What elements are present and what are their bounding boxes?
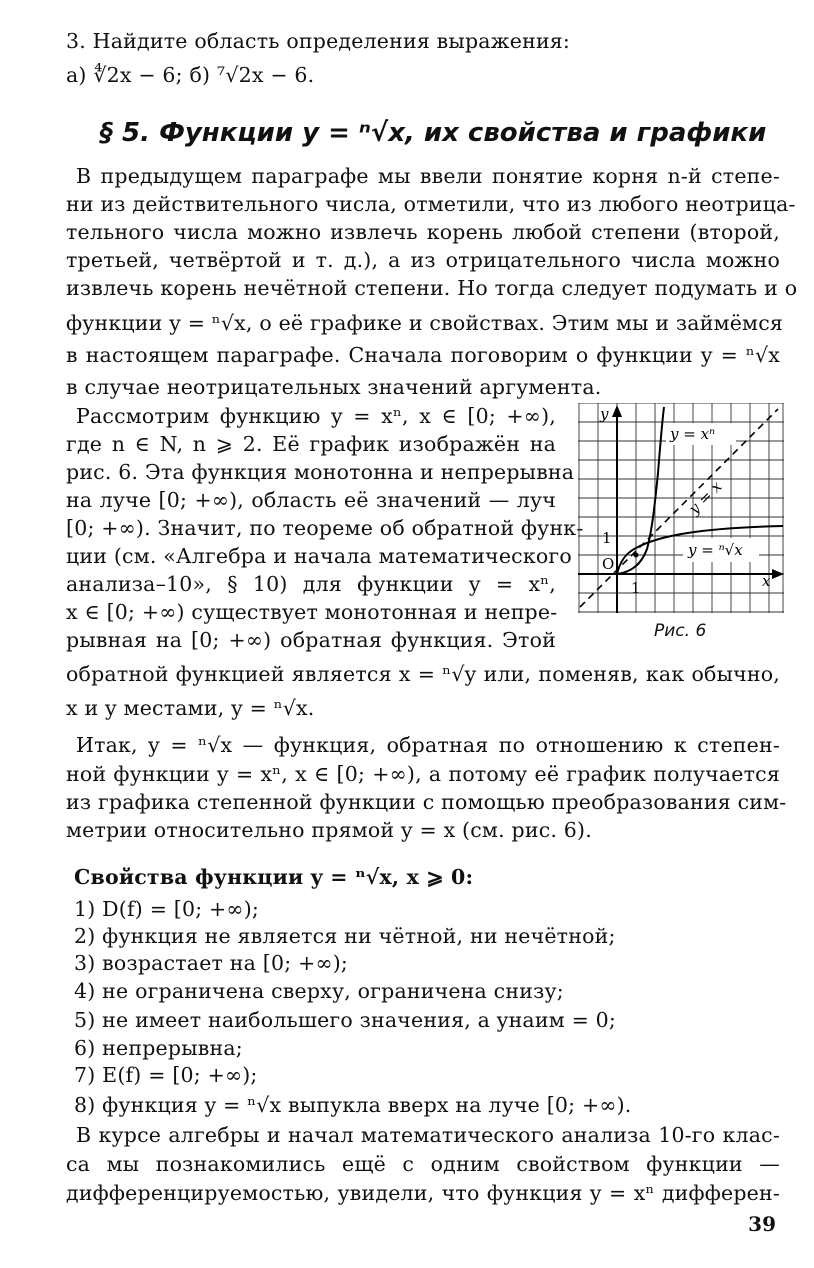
x-axis-arrow — [772, 569, 784, 579]
paragraph-line: третьей, четвёртой и т. д.), а из отрицательного числа можно — [66, 248, 780, 272]
paragraph-line: метрии относительно прямой y = x (см. рис. 6). — [66, 818, 592, 842]
point-one-one — [634, 553, 639, 558]
origin-label: O — [602, 555, 615, 573]
section-title: § 5. Функции y = ⁿ√x, их свойства и графики — [100, 118, 767, 148]
property-item: 3) возрастает на [0; +∞); — [74, 951, 349, 975]
label-power: y = xⁿ — [670, 425, 716, 443]
label-diagonal: y = x — [685, 477, 726, 518]
y-axis-arrow — [612, 405, 622, 417]
paragraph-line: Рассмотрим функцию y = xⁿ, x ∈ [0; +∞), — [76, 404, 556, 428]
paragraph-line: анализа–10», § 10) для функции y = xⁿ, — [66, 572, 556, 596]
property-item: 1) D(f) = [0; +∞); — [74, 897, 260, 921]
property-item: 6) непрерывна; — [74, 1036, 243, 1060]
property-item: 4) не ограничена сверху, ограничена снизу; — [74, 979, 564, 1003]
paragraph-line: са мы познакомились ещё с одним свойством функции — — [66, 1152, 780, 1176]
property-item: 5) не имеет наибольшего значения, а yнаим = 0; — [74, 1008, 617, 1032]
paragraph-line: В курсе алгебры и начал математического анализа 10-го клас- — [76, 1123, 780, 1147]
paragraph-line: функции y = ⁿ√x, о её графике и свойствах. Этим мы и займёмся — [66, 311, 784, 335]
paragraph-line: извлечь корень нечётной степени. Но тогда следует подумать и о — [66, 276, 798, 300]
paragraph-line: на луче [0; +∞), область её значений — луч — [66, 488, 556, 512]
paragraph-line: где n ∈ N, n ⩾ 2. Её график изображён на — [66, 432, 556, 456]
paragraph-line: рывная на [0; +∞) обратная функция. Этой — [66, 628, 556, 652]
paragraph-line: рис. 6. Эта функция монотонна и непрерывна — [66, 460, 575, 484]
properties-title: Свойства функции y = ⁿ√x, x ⩾ 0: — [74, 865, 474, 889]
property-item: 8) функция y = ⁿ√x выпукла вверх на луче [0; +∞). — [74, 1093, 632, 1117]
exercise-line-2: а) ∜2x − 6; б) ⁷√2x − 6. — [66, 63, 315, 87]
figure-graph — [578, 403, 784, 613]
tick-x-label: 1 — [631, 579, 641, 597]
paragraph-line: в случае неотрицательных значений аргумента. — [66, 375, 602, 399]
axis-x-label: x — [762, 572, 771, 590]
axis-y-label: y — [600, 405, 609, 423]
paragraph-line: дифференцируемостью, увидели, что функция y = xⁿ дифферен- — [66, 1181, 780, 1205]
figure-caption: Рис. 6 — [654, 621, 707, 641]
label-root: y = ⁿ√x — [688, 541, 743, 559]
paragraph-line: x ∈ [0; +∞) существует монотонная и непре- — [66, 600, 558, 624]
paragraph-line: обратной функцией является x = ⁿ√y или, поменяв, как обычно, — [66, 662, 780, 686]
property-item: 7) E(f) = [0; +∞); — [74, 1063, 258, 1087]
paragraph-line: в настоящем параграфе. Сначала поговорим о функции y = ⁿ√x — [66, 343, 780, 367]
paragraph-line: ни из действительного числа, отметили, что из любого неотрица- — [66, 192, 796, 216]
paragraph-line: ной функции y = xⁿ, x ∈ [0; +∞), а потому её график получается — [66, 762, 780, 786]
paragraph-line: ции (см. «Алгебра и начала математического — [66, 544, 572, 568]
paragraph-line: [0; +∞). Значит, по теореме об обратной функ- — [66, 516, 584, 540]
tick-y-label: 1 — [602, 529, 612, 547]
page-number: 39 — [748, 1212, 776, 1236]
paragraph-line: Итак, y = ⁿ√x — функция, обратная по отношению к степен- — [76, 733, 780, 757]
paragraph-line: x и y местами, y = ⁿ√x. — [66, 696, 315, 720]
paragraph-line: тельного числа можно извлечь корень любой степени (второй, — [66, 220, 780, 244]
paragraph-line: из графика степенной функции с помощью преобразования сим- — [66, 790, 787, 814]
paragraph-line: В предыдущем параграфе мы ввели понятие корня n-й степе- — [76, 164, 780, 188]
property-item: 2) функция не является ни чётной, ни нечётной; — [74, 924, 616, 948]
exercise-line-1: 3. Найдите область определения выражения: — [66, 29, 571, 53]
curve-power — [617, 407, 664, 574]
